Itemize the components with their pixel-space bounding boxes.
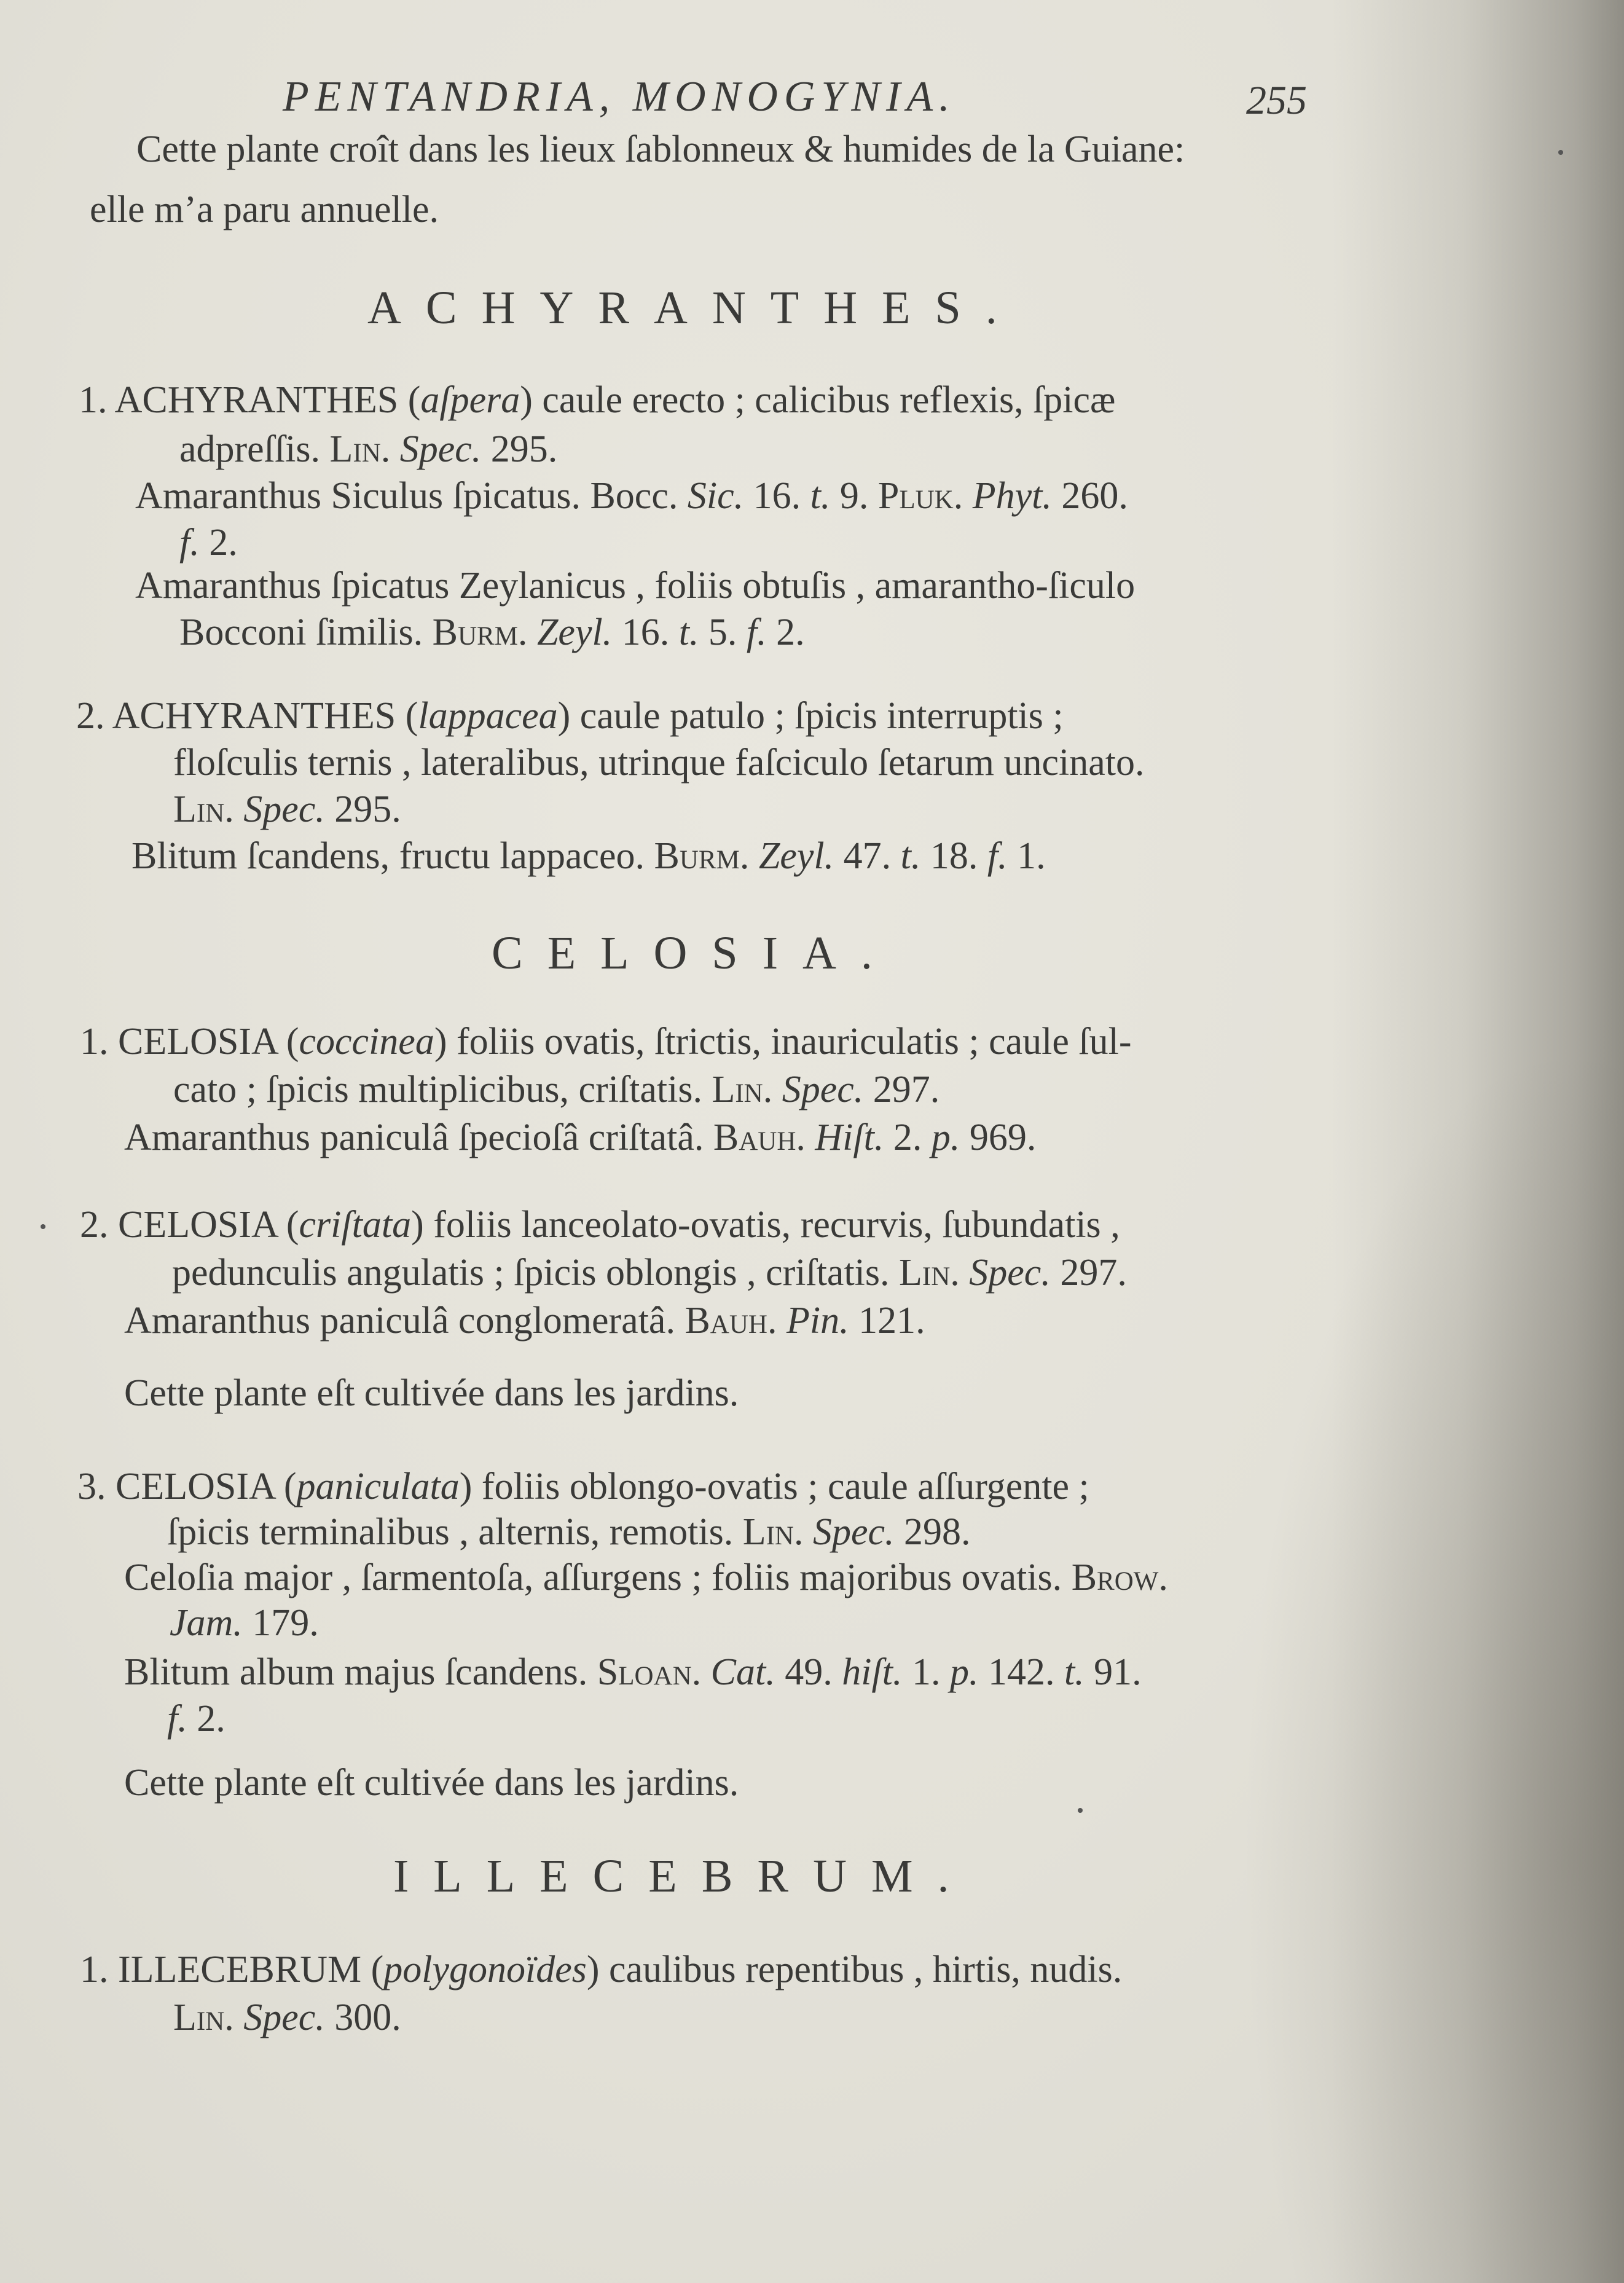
description-text: caule patulo ; ſpicis interruptis ; xyxy=(579,695,1064,737)
plate-abbrev: t. xyxy=(678,611,699,653)
celosia-entry-1-line-1: 1. CELOSIA (coccinea) foliis ovatis, ſtrictis, inauriculatis ; caule ſul- xyxy=(80,1021,1132,1063)
achyranthes-entry-2-line-2: floſculis ternis , lateralibus, utrinque faſciculo ſetarum uncinato. xyxy=(173,742,1145,784)
work-reference: Pin. xyxy=(786,1300,849,1342)
achyranthes-entry-1-synonym-1-line-2 xyxy=(179,524,238,562)
work-reference: Spec. xyxy=(243,1997,325,2038)
figure-number: 2. xyxy=(209,522,238,564)
species-epithet: polygonoïdes xyxy=(383,1949,587,1990)
figure-number: 2. xyxy=(776,611,805,653)
celosia-entry-2-note: Cette plante eſt cultivée dans les jardins. xyxy=(124,1372,739,1414)
celosia-entry-3-synonym-2-line-1 xyxy=(124,1653,1142,1691)
page-reference: 47. xyxy=(843,835,892,877)
illecebrum-entry-1-line-1: 1. ILLECEBRUM (polygonoïdes) caulibus repentibus , hirtis, nudis. xyxy=(80,1949,1123,1990)
celosia-entry-2-line-1: 2. CELOSIA (criſtata) foliis lanceolato-ovatis, recurvis, ſubundatis , xyxy=(80,1204,1120,1246)
author-abbrev: Bauh. xyxy=(713,1117,806,1158)
celosia-entry-3-synonym-2-line-2 xyxy=(167,1700,226,1738)
plate-number: 5. xyxy=(708,611,737,653)
figure-abbrev: f. xyxy=(746,611,767,653)
figure-number: 2. xyxy=(197,1698,226,1740)
author-abbrev: Burm. xyxy=(432,611,528,653)
synonym-text: Blitum album majus ſcandens. xyxy=(124,1651,588,1693)
illecebrum-entry-1-line-2 xyxy=(173,1998,401,2037)
page-reference: 16. xyxy=(753,475,801,517)
species-epithet: coccinea xyxy=(299,1021,434,1063)
page-reference: 121. xyxy=(858,1300,925,1342)
page-number: 255 xyxy=(1246,78,1307,123)
species-epithet: criſtata xyxy=(299,1204,412,1246)
description-text: ſpicis terminalibus , alternis, remotis. xyxy=(167,1511,734,1553)
paper-speck xyxy=(1558,150,1563,155)
plate-abbrev: t. xyxy=(810,475,831,517)
author-abbrev: Brow. xyxy=(1071,1557,1168,1598)
page-reference: 969. xyxy=(969,1117,1037,1158)
page-reference: 298. xyxy=(904,1511,971,1553)
achyranthes-entry-1-synonym-1-line-1 xyxy=(135,477,1128,515)
achyranthes-entry-2-synonym-1 xyxy=(131,837,1046,875)
description-text: pedunculis angulatis ; ſpicis oblongis , criſtatis. xyxy=(172,1252,890,1294)
achyranthes-entry-1-synonym-2-line-1: Amaranthus ſpicatus Zeylanicus , foliis obtuſis , amarantho-ſiculo xyxy=(135,565,1136,607)
author-abbrev: Lin. xyxy=(899,1252,960,1294)
plate-abbrev: t. xyxy=(1064,1651,1085,1693)
author-abbrev: Lin. xyxy=(329,428,391,470)
work-reference: Zeyl. xyxy=(758,835,834,877)
synonym-text: Blitum ſcandens, fructu lappaceo. xyxy=(131,835,645,877)
work-reference: Spec. xyxy=(243,788,325,830)
page-abbrev: p. xyxy=(949,1651,979,1693)
entry-number: 3. xyxy=(77,1466,106,1507)
page-reference: 179. xyxy=(252,1602,319,1644)
plate-abbrev: t. xyxy=(900,835,921,877)
paper-speck xyxy=(41,1224,45,1229)
plate-number: 9. xyxy=(839,475,869,517)
running-head: PENTANDRIA, MONOGYNIA. xyxy=(283,73,956,120)
species-name: CELOSIA xyxy=(116,1466,275,1507)
species-name: ILLECEBRUM xyxy=(118,1949,362,1990)
entry-number: 2. xyxy=(80,1204,109,1246)
species-name: CELOSIA xyxy=(118,1021,277,1063)
work-reference: Phyt. xyxy=(972,475,1052,517)
work-reference: Cat. xyxy=(710,1651,775,1693)
achyranthes-entry-1-synonym-2-line-2 xyxy=(179,613,805,651)
page-shadow xyxy=(1241,1045,1624,2283)
synonym-text: Amaranthus paniculâ ſpecioſâ criſtatâ. xyxy=(124,1117,704,1158)
description-text: foliis ovatis, ſtrictis, inauriculatis ; caule ſul- xyxy=(456,1021,1132,1063)
volume-number: 1. xyxy=(911,1651,941,1693)
work-reference: Spec. xyxy=(969,1252,1051,1294)
description-text: caule erecto ; calicibus reflexis, ſpicæ xyxy=(542,379,1116,421)
genus-heading-illecebrum: ILLECEBRUM. xyxy=(393,1850,974,1902)
author-abbrev: Bauh. xyxy=(685,1300,777,1342)
page-reference: 295. xyxy=(334,788,401,830)
species-name: ACHYRANTHES xyxy=(114,379,399,421)
description-text: foliis oblongo-ovatis ; caule aſſurgente ; xyxy=(481,1466,1089,1507)
page-reference: 295. xyxy=(490,428,558,470)
achyranthes-entry-1-line-1: 1. ACHYRANTHES (aſpera) caule erecto ; calicibus reflexis, ſpicæ xyxy=(79,379,1116,421)
page-reference: 297. xyxy=(873,1069,940,1110)
page-reference: 297. xyxy=(1060,1252,1127,1294)
work-reference: Spec. xyxy=(399,428,482,470)
author-abbrev: Lin. xyxy=(173,788,234,830)
genus-heading-achyranthes: ACHYRANTHES. xyxy=(367,282,1022,334)
page-reference: 16. xyxy=(621,611,670,653)
page-reference: 300. xyxy=(334,1997,401,2038)
description-text: cato ; ſpicis multiplicibus, criſtatis. xyxy=(173,1069,702,1110)
description-text: caulibus repentibus , hirtis, nudis. xyxy=(609,1949,1123,1990)
work-reference: hiſt. xyxy=(842,1651,903,1693)
work-reference: Spec. xyxy=(812,1511,895,1553)
figure-abbrev: f. xyxy=(167,1698,187,1740)
synonym-text: Amaranthus Siculus ſpicatus. Bocc. xyxy=(135,475,678,517)
celosia-entry-3-synonym-1-line-2 xyxy=(170,1604,319,1642)
synonym-text: Bocconi ſimilis. xyxy=(179,611,423,653)
page-reference: 260. xyxy=(1061,475,1128,517)
author-abbrev: Burm. xyxy=(654,835,750,877)
page-reference: 49. xyxy=(785,1651,833,1693)
plate-number: 91. xyxy=(1094,1651,1142,1693)
figure-abbrev: f. xyxy=(179,522,200,564)
entry-number: 1. xyxy=(80,1949,109,1990)
figure-number: 1. xyxy=(1017,835,1046,877)
species-epithet: lappacea xyxy=(418,695,558,737)
synonym-text: Amaranthus paniculâ conglomeratâ. xyxy=(124,1300,675,1342)
paper-speck xyxy=(1078,1808,1083,1813)
work-reference: Sic. xyxy=(687,475,744,517)
celosia-entry-3-note: Cette plante eſt cultivée dans les jardins. xyxy=(124,1762,739,1804)
author-abbrev: Pluk. xyxy=(877,475,963,517)
celosia-entry-3-line-1: 3. CELOSIA (paniculata) foliis oblongo-ovatis ; caule aſſurgente ; xyxy=(77,1466,1089,1507)
figure-abbrev: f. xyxy=(987,835,1008,877)
achyranthes-entry-2-line-1: 2. ACHYRANTHES (lappacea) caule patulo ; ſpicis interruptis ; xyxy=(76,695,1064,737)
celosia-entry-3-synonym-1-line-1 xyxy=(124,1558,1168,1597)
work-reference: Hiſt. xyxy=(815,1117,884,1158)
work-reference: Zeyl. xyxy=(536,611,613,653)
author-abbrev: Lin. xyxy=(173,1997,234,2038)
work-reference: Jam. xyxy=(170,1602,243,1644)
celosia-entry-1-synonym-1 xyxy=(124,1118,1036,1157)
celosia-entry-2-line-2 xyxy=(172,1254,1127,1292)
volume-number: 2. xyxy=(893,1117,922,1158)
description-text: foliis lanceolato-ovatis, recurvis, ſubundatis , xyxy=(433,1204,1120,1246)
celosia-entry-1-line-2 xyxy=(173,1071,939,1109)
species-epithet: paniculata xyxy=(296,1466,460,1507)
celosia-entry-3-line-2 xyxy=(167,1513,971,1551)
species-name: ACHYRANTHES xyxy=(112,695,396,737)
entry-number: 1. xyxy=(80,1021,109,1063)
page-reference: 142. xyxy=(987,1651,1055,1693)
achyranthes-entry-2-line-3 xyxy=(173,790,401,828)
genus-heading-celosia: CELOSIA. xyxy=(492,927,897,979)
species-name: CELOSIA xyxy=(118,1204,277,1246)
author-abbrev: Sloan. xyxy=(597,1651,702,1693)
plate-number: 18. xyxy=(930,835,978,877)
author-abbrev: Lin. xyxy=(712,1069,773,1110)
author-abbrev: Lin. xyxy=(742,1511,804,1553)
species-epithet: aſpera xyxy=(420,379,520,421)
work-reference: Spec. xyxy=(782,1069,864,1110)
entry-number: 2. xyxy=(76,695,105,737)
intro-line-2: elle m’a paru annuelle. xyxy=(90,189,439,230)
synonym-text: Celoſia major , ſarmentoſa, aſſurgens ; foliis majoribus ovatis. xyxy=(124,1557,1062,1598)
page-abbrev: p. xyxy=(931,1117,960,1158)
achyranthes-entry-1-line-2 xyxy=(179,430,557,468)
intro-line-1: Cette plante croît dans les lieux ſablonneux & humides de la Guiane: xyxy=(136,128,1185,170)
entry-number: 1. xyxy=(79,379,108,421)
description-text: adpreſſis. xyxy=(179,428,320,470)
celosia-entry-2-synonym-1 xyxy=(124,1302,925,1340)
